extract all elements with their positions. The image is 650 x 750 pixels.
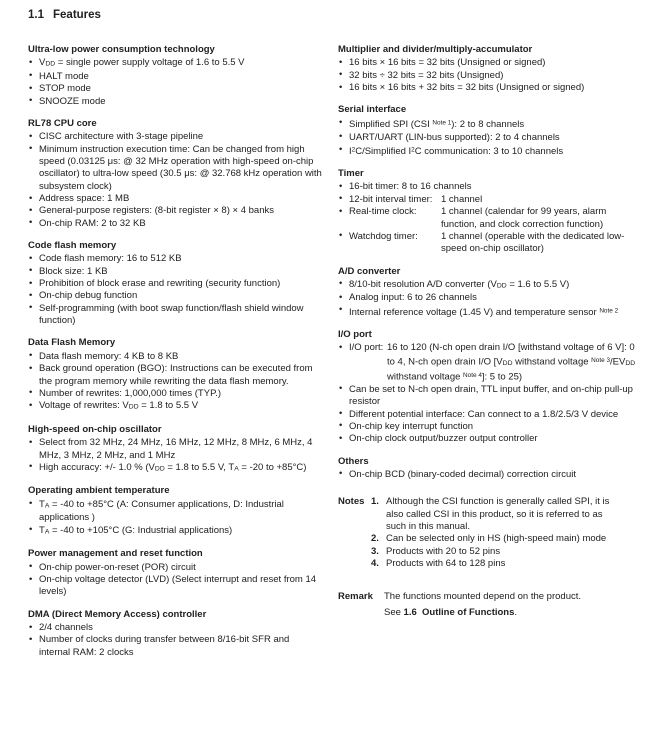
bullet-icon: • xyxy=(29,621,33,633)
bullet-icon: • xyxy=(29,573,33,585)
feature-item xyxy=(338,433,637,445)
item-text: VDD = single power supply voltage of 1.6 to 5.5 V xyxy=(39,57,245,69)
feature-item xyxy=(28,131,322,143)
bullet-icon: • xyxy=(339,383,343,395)
feature-item xyxy=(338,144,637,158)
bullet-icon: • xyxy=(29,524,33,536)
remark-line: The functions mounted depend on the product. xyxy=(384,591,581,603)
note-text: Although the CSI function is generally called SPI, it is also called CSI in this product, so it is referred to as such in this manual. xyxy=(386,496,610,532)
bullet-icon: • xyxy=(29,436,33,448)
notes-label: Notes xyxy=(338,496,365,508)
section-heading: Operating ambient temperature xyxy=(28,485,170,497)
section-heading: RL78 CPU core xyxy=(28,117,97,129)
item-text: Can be set to N-ch open drain, TTL input buffer, and on-chip pull-up resistor xyxy=(349,383,633,408)
note-text: Can be selected only in HS (high-speed main) mode xyxy=(386,533,607,545)
section xyxy=(28,485,322,538)
item-text: Code flash memory: 16 to 512 KB xyxy=(39,253,182,265)
item-text: On-chip debug function xyxy=(39,290,138,302)
feature-columns xyxy=(28,44,637,659)
item-text: Number of clocks during transfer between 8/16-bit SFR and internal RAM: 2 clocks xyxy=(39,634,290,658)
bullet-icon: • xyxy=(339,69,343,81)
item-text: SNOOZE mode xyxy=(39,95,106,107)
feature-item xyxy=(338,70,637,82)
bullet-icon: • xyxy=(29,130,33,142)
item-text: UART/UART (LIN-bus supported): 2 to 4 channels xyxy=(349,131,560,143)
labeled-value xyxy=(349,194,637,206)
labeled-value xyxy=(349,342,637,384)
item-text: 16-bit timer: 8 to 16 channels xyxy=(349,181,472,193)
bullet-icon: • xyxy=(29,95,33,107)
remark-line: See 1.6 Outline of Functions. xyxy=(384,606,518,618)
item-text: HALT mode xyxy=(39,70,89,82)
bullet-icon: • xyxy=(339,131,343,143)
bullet-icon: • xyxy=(339,408,343,420)
feature-item xyxy=(338,181,637,193)
item-text: On-chip RAM: 2 to 32 KB xyxy=(39,217,146,229)
note-item xyxy=(371,558,615,570)
feature-item xyxy=(28,574,322,599)
feature-item xyxy=(338,469,637,481)
section-heading: DMA (Direct Memory Access) controller xyxy=(28,608,207,620)
item-text: STOP mode xyxy=(39,83,91,95)
feature-item xyxy=(28,253,322,265)
bullet-icon: • xyxy=(29,289,33,301)
item-label: I/O port: xyxy=(349,342,384,354)
bullet-icon: • xyxy=(339,143,343,155)
feature-item xyxy=(28,622,322,634)
section-heading: Multiplier and divider/multiply-accumulator xyxy=(338,44,533,55)
section xyxy=(28,424,322,476)
item-text: High accuracy: +/- 1.0 % (VDD = 1.8 to 5.5 V, TA = -20 to +85°C) xyxy=(39,461,307,473)
item-text: On-chip BCD (binary-coded decimal) correction circuit xyxy=(349,468,577,480)
item-text: Block size: 1 KB xyxy=(39,265,108,277)
page-title xyxy=(28,9,101,21)
bullet-icon: • xyxy=(339,341,343,353)
note-text: Products with 64 to 128 pins xyxy=(386,558,506,569)
bullet-icon: • xyxy=(29,399,33,411)
bullet-icon: • xyxy=(339,193,343,205)
feature-item xyxy=(338,292,637,304)
note-number: 3. xyxy=(371,545,379,557)
feature-item xyxy=(28,144,322,193)
item-text: 16 bits × 16 bits = 32 bits (Unsigned or signed) xyxy=(349,57,546,69)
left-column xyxy=(28,44,322,659)
bullet-icon: • xyxy=(339,468,343,480)
feature-item xyxy=(338,384,637,409)
feature-item xyxy=(338,421,637,433)
item-text: $I^2C$/Simplified $I^2C$ communication: 3 to 10 channels xyxy=(349,145,564,157)
note-item xyxy=(371,496,615,533)
feature-item xyxy=(28,57,322,71)
bullet-icon: • xyxy=(339,278,343,290)
item-text: General-purpose registers: (8-bit register × 8) × 4 banks xyxy=(39,205,274,217)
item-text: Self-programming (with boot swap function/flash shield window function) xyxy=(39,302,304,327)
feature-item xyxy=(28,437,322,462)
feature-item xyxy=(338,82,637,94)
section xyxy=(28,240,322,327)
item-text: TA = -40 to +105°C (G: Industrial applications) xyxy=(39,524,233,536)
section-heading: Code flash memory xyxy=(28,240,117,252)
section xyxy=(28,44,322,108)
bullet-icon: • xyxy=(29,362,33,374)
item-text: Data flash memory: 4 KB to 8 KB xyxy=(39,350,179,362)
section-heading: Power management and reset function xyxy=(28,548,203,560)
labeled-value xyxy=(349,206,637,231)
bullet-icon: • xyxy=(29,82,33,94)
feature-item xyxy=(28,278,322,290)
section xyxy=(28,548,322,598)
item-label: Watchdog timer: xyxy=(349,230,418,242)
item-text: Different potential interface: Can connect to a 1.8/2.5/3 V device xyxy=(349,408,619,420)
section-number: 1.1 xyxy=(28,9,44,21)
feature-item xyxy=(28,462,322,476)
feature-item xyxy=(28,388,322,400)
bullet-icon: • xyxy=(339,420,343,432)
feature-item xyxy=(28,499,322,525)
section-heading: Serial interface xyxy=(338,104,407,116)
feature-item xyxy=(338,231,637,256)
note-item xyxy=(371,546,615,558)
item-text: 2/4 channels xyxy=(39,622,93,634)
bullet-icon: • xyxy=(29,70,33,82)
section-heading: I/O port xyxy=(338,328,372,340)
item-value: 1 channel (operable with the dedicated low-speed on-chip oscillator) xyxy=(441,230,625,255)
section xyxy=(28,337,322,413)
note-text: Products with 20 to 52 pins xyxy=(386,545,501,557)
feature-item xyxy=(28,96,322,108)
item-value: 1 channel (calendar for 99 years, alarm function, and clock correction function) xyxy=(441,206,607,230)
section xyxy=(338,44,637,94)
section-heading: Timer xyxy=(338,168,364,180)
section xyxy=(338,168,637,255)
bullet-icon: • xyxy=(29,252,33,264)
item-text: Simplified SPI (CSI $^{Note 1}$): 2 to 8 channels xyxy=(349,119,525,131)
item-text: On-chip power-on-reset (POR) circuit xyxy=(39,561,196,573)
bullet-icon: • xyxy=(29,204,33,216)
bullet-icon: • xyxy=(339,230,343,242)
item-text: Select from 32 MHz, 24 MHz, 16 MHz, 12 MHz, 8 MHz, 6 MHz, 4 MHz, 3 MHz, 2 MHz, and 1 MHz xyxy=(39,437,313,461)
bullet-icon: • xyxy=(29,56,33,68)
bullet-icon: • xyxy=(29,498,33,510)
section-heading: High-speed on-chip oscillator xyxy=(28,423,162,435)
bullet-icon: • xyxy=(339,291,343,303)
feature-item xyxy=(28,290,322,302)
bullet-icon: • xyxy=(29,192,33,204)
note-number: 4. xyxy=(371,558,379,569)
item-value: 1 channel xyxy=(441,193,483,205)
feature-item xyxy=(338,279,637,293)
bullet-icon: • xyxy=(339,56,343,68)
bullet-icon: • xyxy=(29,387,33,399)
feature-item xyxy=(338,409,637,421)
feature-item xyxy=(28,303,322,328)
section-heading: Ultra-low power consumption technology xyxy=(28,44,215,55)
remark-block xyxy=(338,591,637,619)
bullet-icon: • xyxy=(29,350,33,362)
feature-item xyxy=(338,118,637,132)
notes-block xyxy=(338,496,637,570)
bullet-icon: • xyxy=(339,432,343,444)
section xyxy=(338,104,637,158)
feature-item xyxy=(28,71,322,83)
item-text: TA = -40 to +85°C (A: Consumer applications, D: Industrial applications ) xyxy=(39,498,284,524)
item-text: On-chip voltage detector (LVD) (Select interrupt and reset from 14 levels) xyxy=(39,574,317,598)
section xyxy=(338,266,637,319)
note-item xyxy=(371,533,615,545)
item-text: On-chip clock output/buzzer output controller xyxy=(349,433,538,445)
item-text: Minimum instruction execution time: Can be changed from high speed (0.03125 μs: @ 32 MHz operation with high-speed on-chip oscillator) to ultra-low speed (30.5 μs: @ 32.768 kHz operation with subsystem clock) xyxy=(39,143,322,192)
feature-item xyxy=(338,194,637,206)
section-heading: A/D converter xyxy=(338,265,401,277)
note-number: 2. xyxy=(371,533,379,545)
feature-item xyxy=(28,83,322,95)
feature-item xyxy=(28,634,322,659)
bullet-icon: • xyxy=(339,81,343,93)
bullet-icon: • xyxy=(29,561,33,573)
bullet-icon: • xyxy=(339,304,343,316)
item-text: Back ground operation (BGO): Instructions can be executed from the program memory while rewriting the data flash memory. xyxy=(39,363,313,387)
item-value: 16 to 120 (N-ch open drain I/O [withstand voltage of 6 V]: 0 to 4, N-ch open drain I/O [VDD withstand voltage $^{Note 3}$/EVDD withstand voltage $^{Note 4}$]: 5 to 25) xyxy=(387,342,636,383)
bullet-icon: • xyxy=(29,461,33,473)
item-text: On-chip key interrupt function xyxy=(349,420,474,432)
feature-item xyxy=(338,132,637,144)
bullet-icon: • xyxy=(29,143,33,155)
item-text: 16 bits × 16 bits + 32 bits = 32 bits (Unsigned or signed) xyxy=(349,82,585,94)
section-heading: Others xyxy=(338,455,369,467)
feature-item xyxy=(28,193,322,205)
bullet-icon: • xyxy=(29,217,33,229)
section xyxy=(338,329,637,446)
bullet-icon: • xyxy=(29,277,33,289)
feature-item xyxy=(338,342,637,384)
section-heading: Data Flash Memory xyxy=(28,337,116,349)
item-text: 8/10-bit resolution A/D converter (VDD = 1.6 to 5.5 V) xyxy=(349,278,570,290)
feature-item xyxy=(28,205,322,217)
item-text: Analog input: 6 to 26 channels xyxy=(349,292,477,304)
section-title-text: Features xyxy=(53,9,101,21)
bullet-icon: • xyxy=(339,205,343,217)
item-text: CISC architecture with 3-stage pipeline xyxy=(39,131,204,143)
item-text: Number of rewrites: 1,000,000 times (TYP.) xyxy=(39,387,221,399)
right-column xyxy=(338,44,637,659)
item-label: Real-time clock: xyxy=(349,206,417,218)
bullet-icon: • xyxy=(29,265,33,277)
feature-item xyxy=(28,525,322,539)
feature-item xyxy=(28,266,322,278)
note-number: 1. xyxy=(371,496,379,508)
feature-item xyxy=(28,363,322,388)
item-text: 32 bits ÷ 32 bits = 32 bits (Unsigned) xyxy=(349,69,504,81)
section xyxy=(28,118,322,230)
feature-item xyxy=(338,57,637,69)
feature-item xyxy=(28,400,322,414)
bullet-icon: • xyxy=(339,180,343,192)
feature-item xyxy=(338,206,637,231)
item-text: Internal reference voltage (1.45 V) and temperature sensor $^{Note 2}$ xyxy=(349,306,619,318)
item-label: 12-bit interval timer: xyxy=(349,193,433,205)
bullet-icon: • xyxy=(29,633,33,645)
feature-item xyxy=(338,305,637,319)
remark-label: Remark xyxy=(338,591,373,603)
bullet-icon: • xyxy=(29,302,33,314)
item-text: Address space: 1 MB xyxy=(39,193,130,205)
labeled-value xyxy=(349,231,637,256)
item-text: Voltage of rewrites: VDD = 1.8 to 5.5 V xyxy=(39,400,199,412)
feature-item xyxy=(28,562,322,574)
feature-item xyxy=(28,218,322,230)
bullet-icon: • xyxy=(339,117,343,129)
section xyxy=(28,609,322,659)
item-text: Prohibition of block erase and rewriting (security function) xyxy=(39,278,281,290)
feature-item xyxy=(28,351,322,363)
section xyxy=(338,456,637,482)
